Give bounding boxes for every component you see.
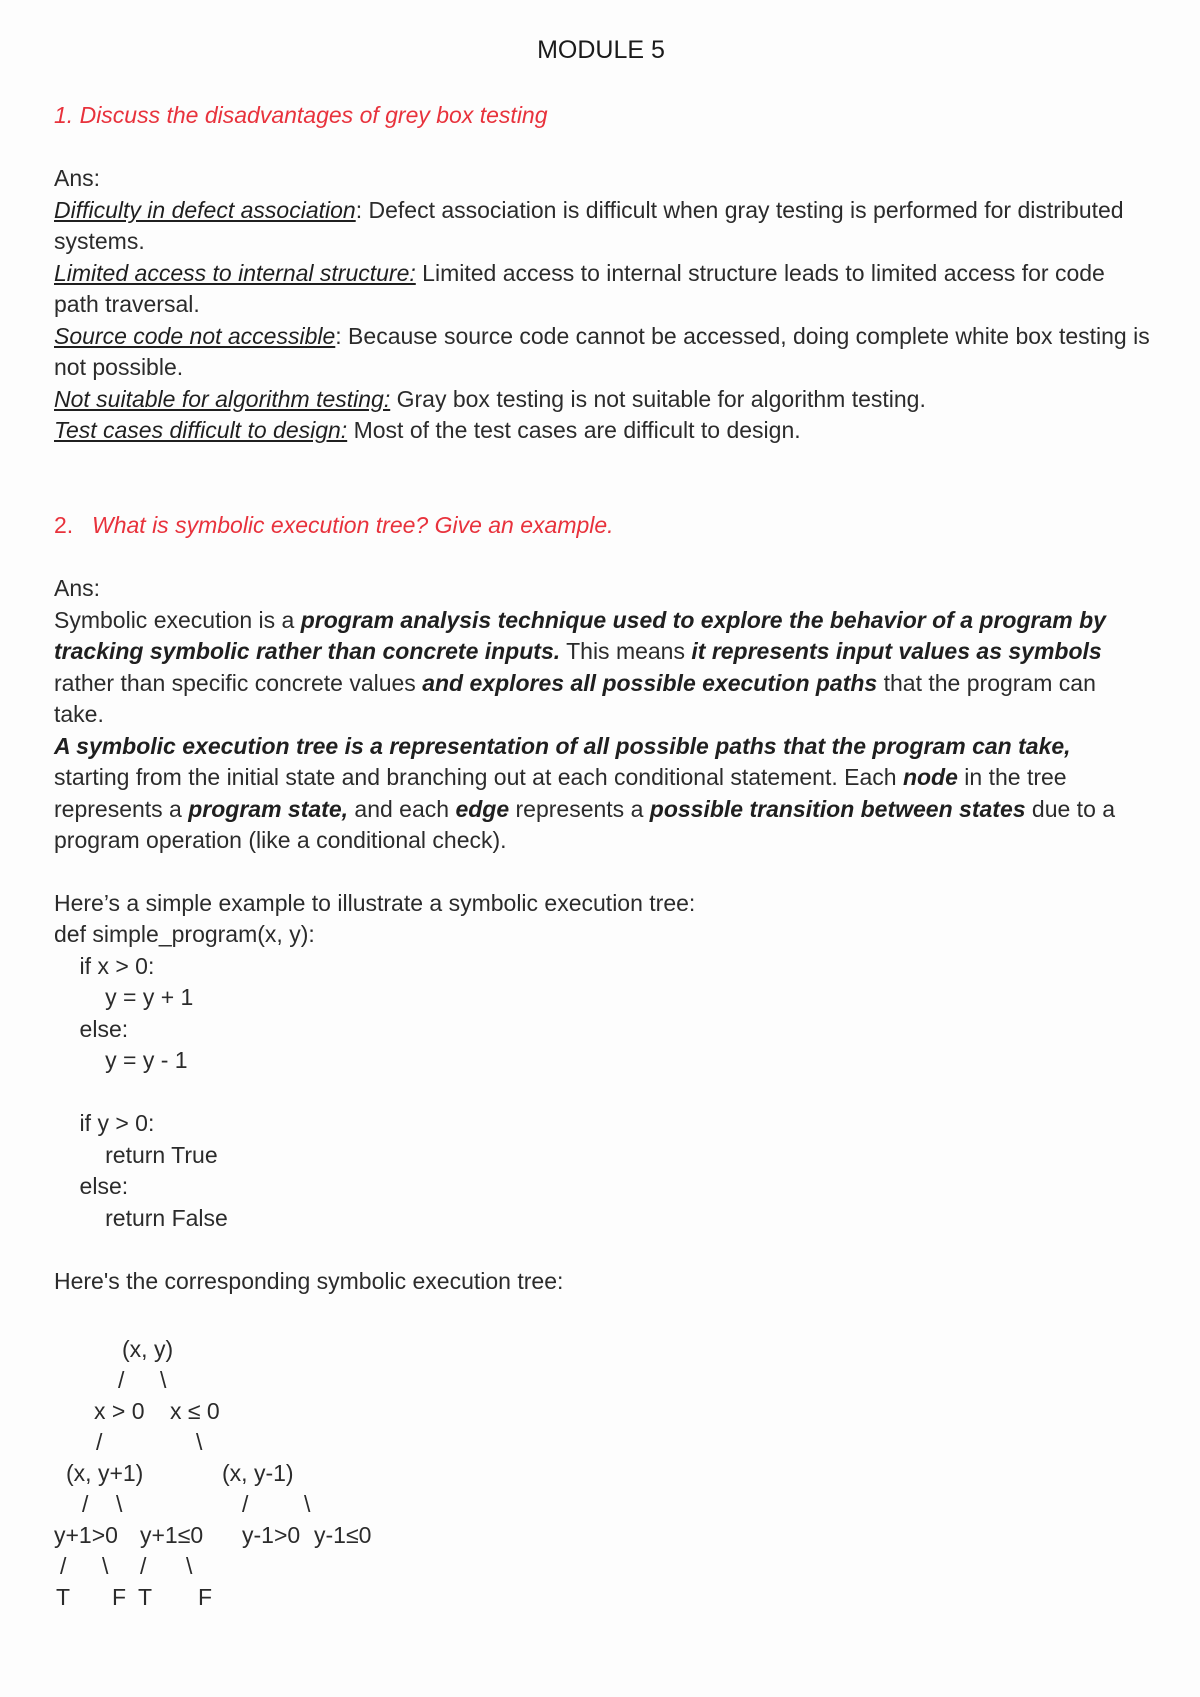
code-line: y = y - 1 xyxy=(54,1047,188,1073)
tree-leaf: T xyxy=(138,1584,153,1610)
tree-definition-paragraph: A symbolic execution tree is a representation of all possible paths that the program can take, starting from the initial state and branching out at each conditional statement. Each node in the tree represents a program state, and each edge represents a possible transition between states due to a program operation (like a conditional check). xyxy=(54,732,1116,853)
disadvantage-item: Difficulty in defect association: Defect association is difficult when gray testing is performed for distributed systems. xyxy=(54,196,1124,254)
question-number: 2. xyxy=(54,512,74,538)
tree-leaf: T xyxy=(56,1584,71,1610)
tree-leaf: F xyxy=(198,1584,213,1610)
tree-edge: / xyxy=(60,1553,67,1579)
emphasis-text: program state, xyxy=(188,795,349,822)
emphasis-text: possible transition between states xyxy=(649,795,1026,822)
question-1-heading xyxy=(54,100,548,132)
disadvantage-item: Source code not accessible: Because source code cannot be accessed, doing complete white box testing is not possible. xyxy=(54,322,1150,380)
disadvantage-text: Gray box testing is not suitable for algorithm testing. xyxy=(390,385,926,412)
tree-edge: \ xyxy=(160,1367,167,1393)
symbolic-execution-tree xyxy=(54,1296,654,1610)
disadvantage-text: Limited access to internal structure leads to limited access for code path traversal. xyxy=(54,259,1105,317)
tree-edge: / xyxy=(242,1491,249,1517)
emphasis-text: it represents input values as symbols xyxy=(691,638,1102,664)
tree-condition-node: x ≤ 0 xyxy=(170,1398,220,1424)
definition-paragraph: Symbolic execution is a program analysis technique used to explore the behavior of a program by tracking symbolic rather than concrete inputs. This means it represents input values as symbols rather than specific concrete values and explores all possible execution paths that the program can take. xyxy=(54,606,1106,727)
disadvantage-term: Difficulty in defect association xyxy=(54,196,356,223)
disadvantage-term: Test cases difficult to design: xyxy=(54,417,348,443)
code-line xyxy=(54,1077,654,1109)
tree-intro: Here's the corresponding symbolic execution tree: xyxy=(54,1267,564,1294)
disadvantage-term: Not suitable for algorithm testing: xyxy=(54,385,391,412)
tree-state-node: (x, y-1) xyxy=(222,1460,294,1486)
emphasis-text: and explores all possible execution paths xyxy=(422,669,878,696)
code-line: return True xyxy=(54,1141,218,1168)
answer-label: Ans: xyxy=(54,575,101,601)
tree-edge: \ xyxy=(186,1553,193,1579)
disadvantage-text: Because source code cannot be accessed, doing complete white box testing is not possible. xyxy=(54,322,1150,380)
code-line: def simple_program(x, y): xyxy=(54,921,315,947)
question-text: Discuss the disadvantages of grey box testing xyxy=(79,102,548,128)
question-number: 1. xyxy=(54,102,74,128)
question-2-heading xyxy=(54,510,614,542)
answer-label: Ans: xyxy=(54,165,101,191)
tree-leaf: F xyxy=(112,1584,127,1610)
code-line: if x > 0: xyxy=(54,952,155,979)
answer-2 xyxy=(54,573,1150,920)
emphasis-text: edge xyxy=(455,795,510,822)
disadvantage-text: Most of the test cases are difficult to design. xyxy=(347,417,801,443)
example-intro: Here’s a simple example to illustrate a symbolic execution tree: xyxy=(54,890,696,916)
emphasis-text: node xyxy=(902,764,958,790)
disadvantage-item xyxy=(54,384,1150,416)
tree-edge: \ xyxy=(304,1491,311,1517)
tree-edge: \ xyxy=(102,1553,109,1579)
code-line: return False xyxy=(54,1204,228,1231)
tree-edge: / xyxy=(118,1367,125,1393)
tree-state-node: (x, y+1) xyxy=(66,1460,144,1486)
tree-condition-node: y-1>0 xyxy=(242,1522,301,1548)
code-line: y = y + 1 xyxy=(54,984,194,1010)
code-line: if y > 0: xyxy=(54,1110,155,1136)
disadvantage-item xyxy=(54,415,1150,447)
tree-edge: / xyxy=(82,1491,89,1517)
code-line: else: xyxy=(54,1015,129,1042)
page-title: MODULE 5 xyxy=(537,36,665,64)
disadvantage-term: Limited access to internal structure: xyxy=(54,259,416,286)
disadvantage-text: Defect association is difficult when gray testing is performed for distributed systems. xyxy=(54,196,1124,254)
tree-edge: \ xyxy=(116,1491,123,1517)
emphasis-text: A symbolic execution tree is a representation of all possible paths that the program can take, xyxy=(54,732,1071,759)
tree-condition-node: x > 0 xyxy=(94,1398,145,1424)
tree-root-node: (x, y) xyxy=(122,1336,174,1362)
tree-edge: / xyxy=(140,1553,147,1579)
tree-edge: / xyxy=(96,1429,103,1455)
tree-condition-node: y+1≤0 xyxy=(140,1522,204,1548)
disadvantage-term: Source code not accessible xyxy=(54,322,336,349)
code-example xyxy=(54,919,654,1297)
emphasis-text: program analysis technique used to explore the behavior of a program by tracking symbolic rather than concrete inputs. xyxy=(54,606,1106,664)
code-line: else: xyxy=(54,1173,129,1199)
question-text: What is symbolic execution tree? Give an example. xyxy=(92,512,614,538)
answer-1 xyxy=(54,163,1150,447)
tree-edge: \ xyxy=(196,1429,203,1455)
tree-condition-node: y+1>0 xyxy=(54,1522,118,1548)
tree-condition-node: y-1≤0 xyxy=(314,1522,372,1548)
disadvantage-item xyxy=(54,258,1150,321)
